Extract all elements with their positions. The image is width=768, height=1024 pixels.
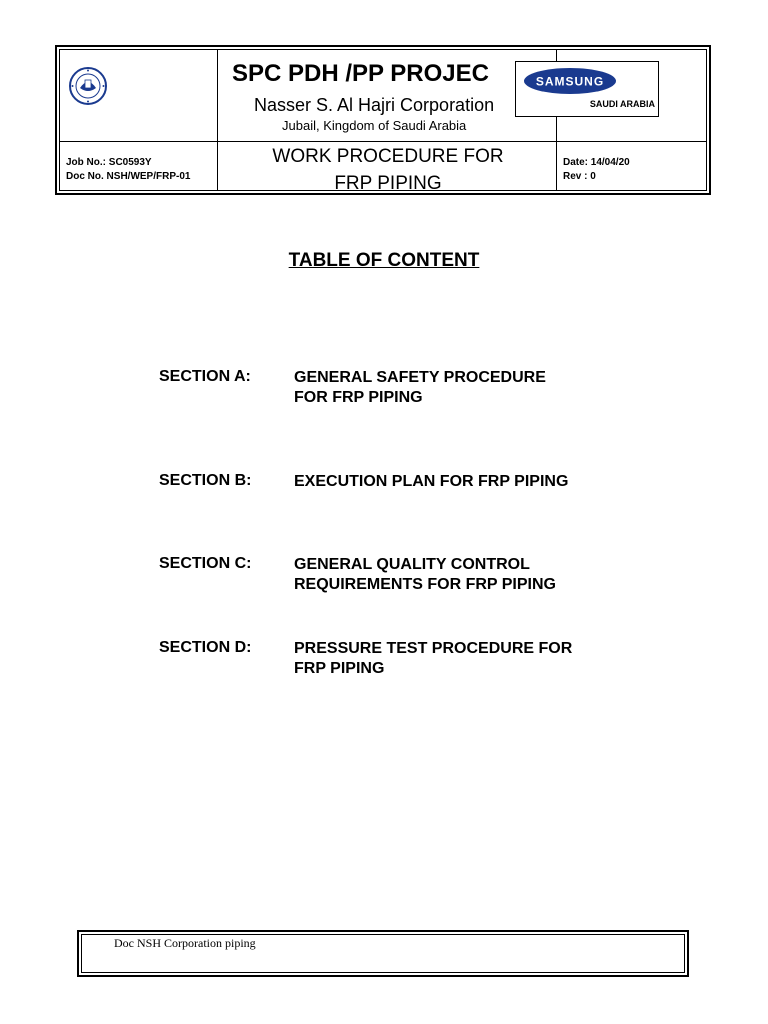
work-procedure-title <box>220 143 556 197</box>
section-a-label: SECTION A: <box>159 368 251 385</box>
section-b-line1: EXECUTION PLAN FOR FRP PIPING <box>294 473 569 490</box>
footer-inner-border <box>81 934 685 973</box>
footer-text: Doc NSH Corporation piping <box>114 936 256 950</box>
section-a-line2: FOR FRP PIPING <box>294 389 423 406</box>
samsung-logo-box <box>515 61 659 117</box>
samsung-region: SAUDI ARABIA <box>589 99 655 109</box>
header-divider-left <box>217 50 218 190</box>
section-d-line1: PRESSURE TEST PROCEDURE FOR <box>294 640 573 657</box>
section-c-title <box>294 555 624 595</box>
document-date: Date: 14/04/20 <box>563 157 630 168</box>
svg-text:SAMSUNG: SAMSUNG <box>535 74 605 89</box>
job-number: Job No.: SC0593Y <box>66 157 152 168</box>
section-a-title <box>294 368 624 408</box>
toc-title: TABLE OF CONTENT <box>288 250 480 271</box>
header-divider-middle <box>60 141 706 142</box>
date-info <box>563 156 630 184</box>
job-info <box>66 156 190 184</box>
samsung-logo <box>522 66 618 96</box>
company-name: Nasser S. Al Hajri Corporation <box>254 95 495 115</box>
work-procedure-line2: FRP PIPING <box>334 173 442 194</box>
section-c-line2: REQUIREMENTS FOR FRP PIPING <box>294 576 556 593</box>
project-title: SPC PDH /PP PROJEC <box>232 60 489 87</box>
section-c-line1: GENERAL QUALITY CONTROL <box>294 556 530 573</box>
nsh-corporation-seal-icon <box>68 66 108 106</box>
section-b-label: SECTION B: <box>159 472 252 489</box>
doc-number: Doc No. NSH/WEP/FRP-01 <box>66 171 191 182</box>
toc-title-row <box>0 250 768 272</box>
section-a-line1: GENERAL SAFETY PROCEDURE <box>294 369 546 386</box>
section-b-title <box>294 472 624 492</box>
section-d-title <box>294 639 624 679</box>
section-c-label: SECTION C: <box>159 555 252 572</box>
section-d-line2: FRP PIPING <box>294 660 385 677</box>
document-footer <box>77 930 689 977</box>
header-inner-border <box>59 49 707 194</box>
work-procedure-line1: WORK PROCEDURE FOR <box>272 146 504 167</box>
document-header-table <box>55 45 711 195</box>
company-location: Jubail, Kingdom of Saudi Arabia <box>282 118 467 133</box>
document-revision: Rev : 0 <box>563 171 596 182</box>
section-d-label: SECTION D: <box>159 639 252 656</box>
